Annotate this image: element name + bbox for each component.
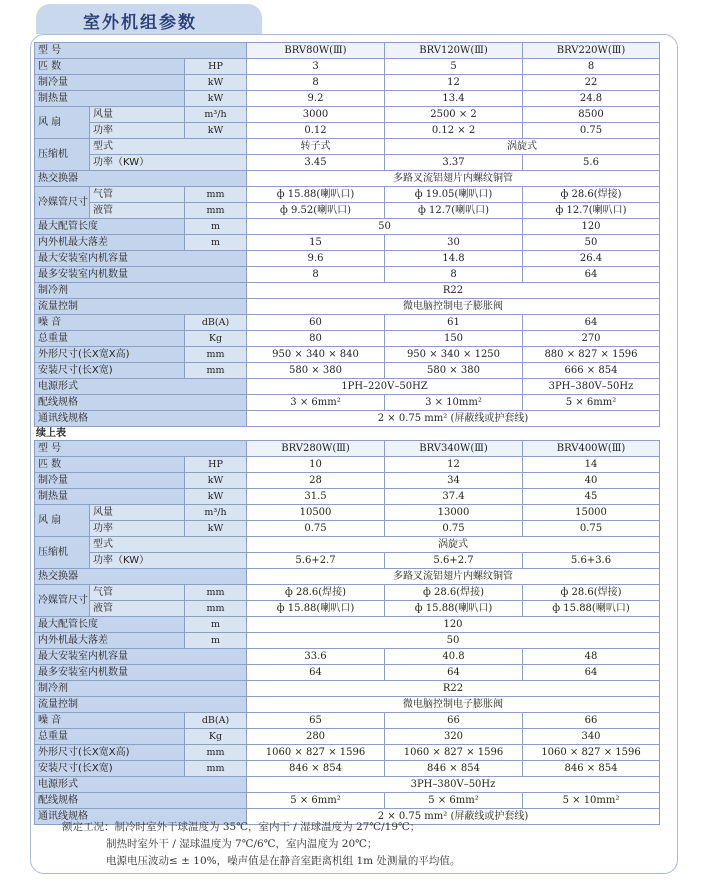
table-row xyxy=(35,59,660,75)
value-cell: 1060 × 827 × 1596 xyxy=(247,745,385,761)
value-cell: 64 xyxy=(247,665,385,681)
row-label: 最多安装室内机数量 xyxy=(35,665,247,681)
row-label: 最多安装室内机数量 xyxy=(35,267,247,283)
value-cell: R22 xyxy=(247,681,660,697)
note-line: 额定工况：制冷时室外干球温度为 35℃，室内干 / 湿球温度为 27℃/19℃； xyxy=(62,821,421,833)
value-cell: R22 xyxy=(247,283,660,299)
value-cell: ф 9.52(喇叭口) xyxy=(247,203,385,219)
row-label: 最大安装室内机容量 xyxy=(35,251,247,267)
unit-cell: mm xyxy=(185,363,247,379)
value-cell: 9.2 xyxy=(247,91,385,107)
unit-cell: m xyxy=(185,617,247,633)
value-cell: 1PH–220V–50HZ xyxy=(247,379,523,395)
table-row xyxy=(35,601,660,617)
value-cell: 涡旋式 xyxy=(385,139,660,155)
value-cell: 80 xyxy=(247,331,385,347)
value-cell: 33.6 xyxy=(247,649,385,665)
sub-label: 功率 xyxy=(90,521,185,537)
row-label: 最大配管长度 xyxy=(35,617,185,633)
row-label: 型 号 xyxy=(35,43,247,59)
table-row xyxy=(35,553,660,569)
sub-label: 功率 xyxy=(90,123,185,139)
row-label: 通讯线规格 xyxy=(35,809,247,825)
value-cell: 28 xyxy=(247,473,385,489)
row-label: 热交换器 xyxy=(35,171,247,187)
value-cell: ф 15.88(喇叭口) xyxy=(385,601,523,617)
unit-cell: dB(A) xyxy=(185,315,247,331)
value-cell: ф 15.88(喇叭口) xyxy=(247,601,385,617)
value-cell: 950 × 340 × 840 xyxy=(247,347,385,363)
table-row xyxy=(35,457,660,473)
value-cell: 12 xyxy=(385,75,523,91)
value-cell: 3.37 xyxy=(385,155,523,171)
value-cell: 65 xyxy=(247,713,385,729)
value-cell: 880 × 827 × 1596 xyxy=(523,347,660,363)
unit-cell: mm xyxy=(185,347,247,363)
unit-cell: Kg xyxy=(185,729,247,745)
table-row xyxy=(35,505,660,521)
value-cell: 66 xyxy=(523,713,660,729)
model-cell: BRV80W(Ⅲ) xyxy=(247,43,385,59)
table-row xyxy=(35,315,660,331)
value-cell: 3PH–380V–50Hz xyxy=(523,379,660,395)
row-label: 内外机最大落差 xyxy=(35,633,185,649)
table-row xyxy=(35,681,660,697)
value-cell: 30 xyxy=(385,235,523,251)
value-cell: 580 × 380 xyxy=(247,363,385,379)
value-cell: 950 × 340 × 1250 xyxy=(385,347,523,363)
value-cell: 5.6 xyxy=(523,155,660,171)
value-cell: 8 xyxy=(385,267,523,283)
sub-label: 功率（KW） xyxy=(90,553,247,569)
table-row xyxy=(35,745,660,761)
value-cell: 5 xyxy=(385,59,523,75)
row-label: 最大配管长度 xyxy=(35,219,185,235)
table-row xyxy=(35,617,660,633)
row-label: 电源形式 xyxy=(35,379,247,395)
row-label: 通讯线规格 xyxy=(35,411,247,427)
value-cell: 13000 xyxy=(385,505,523,521)
table-row xyxy=(35,155,660,171)
unit-cell: HP xyxy=(185,59,247,75)
value-cell: 26.4 xyxy=(523,251,660,267)
model-cell: BRV220W(Ⅲ) xyxy=(523,43,660,59)
row-label: 风 扇 xyxy=(35,107,90,139)
sub-label: 风量 xyxy=(90,505,185,521)
table-row xyxy=(35,299,660,315)
sub-label: 型式 xyxy=(90,537,247,553)
value-cell: 22 xyxy=(523,75,660,91)
row-label: 冷媒管尺寸 xyxy=(35,187,90,219)
table-row xyxy=(35,331,660,347)
row-label: 最大安装室内机容量 xyxy=(35,649,247,665)
row-label: 压缩机 xyxy=(35,139,90,171)
value-cell: 0.75 xyxy=(247,521,385,537)
value-cell: 340 xyxy=(523,729,660,745)
value-cell: ф 12.7(喇叭口) xyxy=(385,203,523,219)
table-row xyxy=(35,777,660,793)
value-cell: 64 xyxy=(523,315,660,331)
value-cell: 40.8 xyxy=(385,649,523,665)
table-row xyxy=(35,267,660,283)
unit-cell: HP xyxy=(185,457,247,473)
table-row xyxy=(35,347,660,363)
value-cell: 微电脑控制电子膨胀阀 xyxy=(247,697,660,713)
row-label: 流量控制 xyxy=(35,299,247,315)
sub-label: 风量 xyxy=(90,107,185,123)
unit-cell: mm xyxy=(185,585,247,601)
unit-cell: m³/h xyxy=(185,107,247,123)
value-cell: 31.5 xyxy=(247,489,385,505)
row-label: 型 号 xyxy=(35,441,247,457)
value-cell: 2 × 0.75 mm² (屏蔽线或护套线) xyxy=(247,809,660,825)
row-label: 制冷剂 xyxy=(35,681,247,697)
table-row xyxy=(35,761,660,777)
value-cell: 8 xyxy=(523,59,660,75)
value-cell: 8 xyxy=(247,75,385,91)
value-cell: 0.75 xyxy=(385,521,523,537)
unit-cell: m xyxy=(185,219,247,235)
value-cell: 14 xyxy=(523,457,660,473)
table-row xyxy=(35,203,660,219)
continued-label: 续上表 xyxy=(36,428,66,439)
unit-cell: kW xyxy=(185,489,247,505)
row-label: 噪 音 xyxy=(35,315,185,331)
table-row xyxy=(35,729,660,745)
value-cell: 150 xyxy=(385,331,523,347)
table-row xyxy=(35,379,660,395)
value-cell: 48 xyxy=(523,649,660,665)
value-cell: 5 × 6mm² xyxy=(523,395,660,411)
value-cell: 846 × 854 xyxy=(385,761,523,777)
value-cell: 50 xyxy=(247,633,660,649)
unit-cell: kW xyxy=(185,75,247,91)
table-row xyxy=(35,283,660,299)
table-row xyxy=(35,91,660,107)
value-cell: 15000 xyxy=(523,505,660,521)
unit-cell: kW xyxy=(185,123,247,139)
value-cell: ф 19.05(喇叭口) xyxy=(385,187,523,203)
value-cell: ф 28.6(焊接) xyxy=(247,585,385,601)
model-cell: BRV340W(Ⅲ) xyxy=(385,441,523,457)
value-cell: 0.12 xyxy=(247,123,385,139)
value-cell: 64 xyxy=(523,267,660,283)
value-cell: 24.8 xyxy=(523,91,660,107)
value-cell: 0.75 xyxy=(523,521,660,537)
row-label: 热交换器 xyxy=(35,569,247,585)
value-cell: 2 × 0.75 mm² (屏蔽线或护套线) xyxy=(247,411,660,427)
value-cell: 34 xyxy=(385,473,523,489)
value-cell: 64 xyxy=(523,665,660,681)
unit-cell: mm xyxy=(185,745,247,761)
value-cell: 320 xyxy=(385,729,523,745)
value-cell: 3 × 6mm² xyxy=(247,395,385,411)
table-row xyxy=(35,363,660,379)
table-row xyxy=(35,649,660,665)
unit-cell: m xyxy=(185,235,247,251)
unit-cell: kW xyxy=(185,91,247,107)
model-cell: BRV280W(Ⅲ) xyxy=(247,441,385,457)
value-cell: 3.45 xyxy=(247,155,385,171)
sub-label: 气管 xyxy=(90,187,185,203)
sub-label: 型式 xyxy=(90,139,247,155)
value-cell: 120 xyxy=(247,617,660,633)
value-cell: 270 xyxy=(523,331,660,347)
value-cell: 66 xyxy=(385,713,523,729)
value-cell: 3 xyxy=(247,59,385,75)
value-cell: 5 × 6mm² xyxy=(385,793,523,809)
value-cell: 5.6+2.7 xyxy=(385,553,523,569)
unit-cell: m xyxy=(185,633,247,649)
value-cell: 5.6+2.7 xyxy=(247,553,385,569)
value-cell: 涡旋式 xyxy=(247,537,660,553)
table-row xyxy=(35,235,660,251)
note-line: 电源电压波动≤ ± 10%，噪声值是在静音室距离机组 1m 处测量的平均值。 xyxy=(106,855,461,867)
row-label: 冷媒管尺寸 xyxy=(35,585,90,617)
value-cell: 9.6 xyxy=(247,251,385,267)
rated-conditions-note xyxy=(62,819,460,870)
value-cell: 61 xyxy=(385,315,523,331)
table-row xyxy=(35,171,660,187)
row-label: 安装尺寸(长X宽) xyxy=(35,363,185,379)
value-cell: 3 × 10mm² xyxy=(385,395,523,411)
value-cell: 280 xyxy=(247,729,385,745)
value-cell: ф 15.88(喇叭口) xyxy=(247,187,385,203)
table-row xyxy=(35,75,660,91)
table-row xyxy=(35,665,660,681)
row-label: 匹 数 xyxy=(35,457,185,473)
value-cell: 微电脑控制电子膨胀阀 xyxy=(247,299,660,315)
unit-cell: m³/h xyxy=(185,505,247,521)
table-row xyxy=(35,713,660,729)
value-cell: 580 × 380 xyxy=(385,363,523,379)
table-row xyxy=(35,411,660,427)
value-cell: 846 × 854 xyxy=(247,761,385,777)
table-row xyxy=(35,793,660,809)
value-cell: 50 xyxy=(247,219,523,235)
value-cell: 50 xyxy=(523,235,660,251)
row-label: 外形尺寸(长X宽X高) xyxy=(35,745,185,761)
note-line: 制热时室外干 / 湿球温度为 7℃/6℃，室内温度为 20℃； xyxy=(106,838,378,850)
value-cell: 0.75 xyxy=(523,123,660,139)
table-row xyxy=(35,107,660,123)
value-cell: 1060 × 827 × 1596 xyxy=(523,745,660,761)
sub-label: 功率（KW） xyxy=(90,155,247,171)
value-cell: 120 xyxy=(523,219,660,235)
value-cell: 13.4 xyxy=(385,91,523,107)
value-cell: 40 xyxy=(523,473,660,489)
value-cell: 15 xyxy=(247,235,385,251)
table-row xyxy=(35,251,660,267)
value-cell: ф 28.6(焊接) xyxy=(523,187,660,203)
table-row xyxy=(35,521,660,537)
value-cell: 多路叉流铝翅片内螺纹铜管 xyxy=(247,171,660,187)
row-label: 制冷量 xyxy=(35,75,185,91)
table-row xyxy=(35,139,660,155)
row-label: 外形尺寸(长X宽X高) xyxy=(35,347,185,363)
value-cell: 5.6+3.6 xyxy=(523,553,660,569)
row-label: 流量控制 xyxy=(35,697,247,713)
row-label: 安装尺寸(长X宽) xyxy=(35,761,185,777)
value-cell: 37.4 xyxy=(385,489,523,505)
row-label: 总重量 xyxy=(35,729,185,745)
unit-cell: kW xyxy=(185,521,247,537)
row-label: 制热量 xyxy=(35,91,185,107)
value-cell: 0.12 × 2 xyxy=(385,123,523,139)
outdoor-unit-spec-table xyxy=(34,42,660,427)
value-cell: 1060 × 827 × 1596 xyxy=(385,745,523,761)
value-cell: 3000 xyxy=(247,107,385,123)
table-row xyxy=(35,219,660,235)
sub-label: 液管 xyxy=(90,203,185,219)
value-cell: 10 xyxy=(247,457,385,473)
row-label: 噪 音 xyxy=(35,713,185,729)
value-cell: 3PH–380V–50Hz xyxy=(247,777,660,793)
table-row xyxy=(35,537,660,553)
value-cell: 8500 xyxy=(523,107,660,123)
value-cell: 转子式 xyxy=(247,139,385,155)
row-label: 配线规格 xyxy=(35,395,247,411)
unit-cell: kW xyxy=(185,473,247,489)
value-cell: 12 xyxy=(385,457,523,473)
unit-cell: mm xyxy=(185,187,247,203)
table-row xyxy=(35,187,660,203)
row-label: 电源形式 xyxy=(35,777,247,793)
value-cell: 45 xyxy=(523,489,660,505)
value-cell: 8 xyxy=(247,267,385,283)
row-label: 制冷剂 xyxy=(35,283,247,299)
outdoor-unit-spec-table-continued xyxy=(34,440,660,825)
value-cell: ф 28.6(焊接) xyxy=(385,585,523,601)
value-cell: ф 12.7(喇叭口) xyxy=(523,203,660,219)
table-row xyxy=(35,585,660,601)
row-label: 制冷量 xyxy=(35,473,185,489)
value-cell: 846 × 854 xyxy=(523,761,660,777)
value-cell: 14.8 xyxy=(385,251,523,267)
table-row xyxy=(35,489,660,505)
unit-cell: dB(A) xyxy=(185,713,247,729)
unit-cell: mm xyxy=(185,601,247,617)
sub-label: 液管 xyxy=(90,601,185,617)
value-cell: 666 × 854 xyxy=(523,363,660,379)
value-cell: 2500 × 2 xyxy=(385,107,523,123)
row-label: 内外机最大落差 xyxy=(35,235,185,251)
value-cell: ф 28.6(焊接) xyxy=(523,585,660,601)
row-label: 配线规格 xyxy=(35,793,247,809)
row-label: 总重量 xyxy=(35,331,185,347)
sub-label: 气管 xyxy=(90,585,185,601)
value-cell: 5 × 6mm² xyxy=(247,793,385,809)
table-row xyxy=(35,569,660,585)
row-label: 匹 数 xyxy=(35,59,185,75)
table-row xyxy=(35,395,660,411)
value-cell: 60 xyxy=(247,315,385,331)
table-row xyxy=(35,473,660,489)
value-cell: ф 15.88(喇叭口) xyxy=(523,601,660,617)
unit-cell: Kg xyxy=(185,331,247,347)
value-cell: 5 × 10mm² xyxy=(523,793,660,809)
value-cell: 64 xyxy=(385,665,523,681)
table-row xyxy=(35,123,660,139)
table-row xyxy=(35,441,660,457)
value-cell: 10500 xyxy=(247,505,385,521)
row-label: 制热量 xyxy=(35,489,185,505)
value-cell: 多路叉流铝翅片内螺纹铜管 xyxy=(247,569,660,585)
model-cell: BRV400W(Ⅲ) xyxy=(523,441,660,457)
table-row xyxy=(35,43,660,59)
model-cell: BRV120W(Ⅲ) xyxy=(385,43,523,59)
row-label: 压缩机 xyxy=(35,537,90,569)
table-row xyxy=(35,633,660,649)
table-row xyxy=(35,697,660,713)
row-label: 风 扇 xyxy=(35,505,90,537)
unit-cell: mm xyxy=(185,761,247,777)
unit-cell: mm xyxy=(185,203,247,219)
page-title: 室外机组参数 xyxy=(83,13,197,33)
